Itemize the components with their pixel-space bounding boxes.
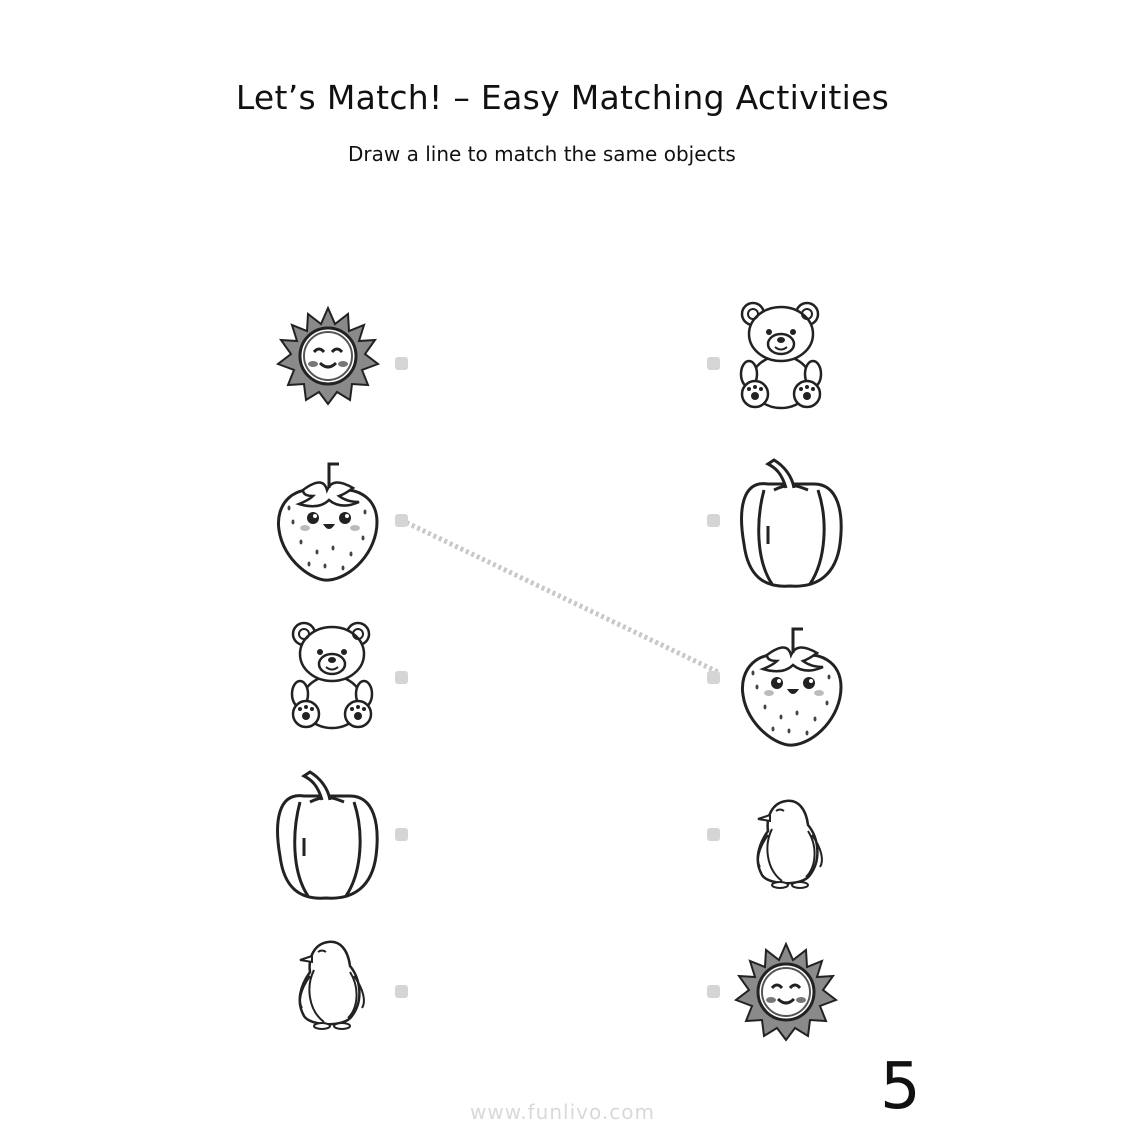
penguin-icon bbox=[752, 795, 828, 891]
page-number: 5 bbox=[880, 1050, 921, 1124]
right-dot-2[interactable] bbox=[707, 514, 720, 527]
left-dot-4[interactable] bbox=[395, 828, 408, 841]
right-dot-5[interactable] bbox=[707, 985, 720, 998]
bell-pepper-icon bbox=[274, 772, 380, 902]
penguin-icon bbox=[294, 936, 370, 1032]
right-dot-3[interactable] bbox=[707, 671, 720, 684]
left-dot-3[interactable] bbox=[395, 671, 408, 684]
teddy-bear-icon bbox=[737, 298, 825, 412]
sun-icon bbox=[736, 944, 836, 1040]
left-dot-1[interactable] bbox=[395, 357, 408, 370]
strawberry-icon bbox=[273, 460, 381, 582]
left-dot-2[interactable] bbox=[395, 514, 408, 527]
bell-pepper-icon bbox=[738, 460, 844, 590]
right-dot-4[interactable] bbox=[707, 828, 720, 841]
sun-icon bbox=[278, 308, 378, 404]
strawberry-icon bbox=[737, 625, 845, 747]
instruction-text: Draw a line to match the same objects bbox=[348, 142, 736, 166]
footer-website: www.funlivo.com bbox=[470, 1100, 655, 1124]
right-dot-1[interactable] bbox=[707, 357, 720, 370]
left-dot-5[interactable] bbox=[395, 985, 408, 998]
teddy-bear-icon bbox=[288, 618, 376, 732]
page-title: Let’s Match! – Easy Matching Activities bbox=[235, 78, 890, 117]
